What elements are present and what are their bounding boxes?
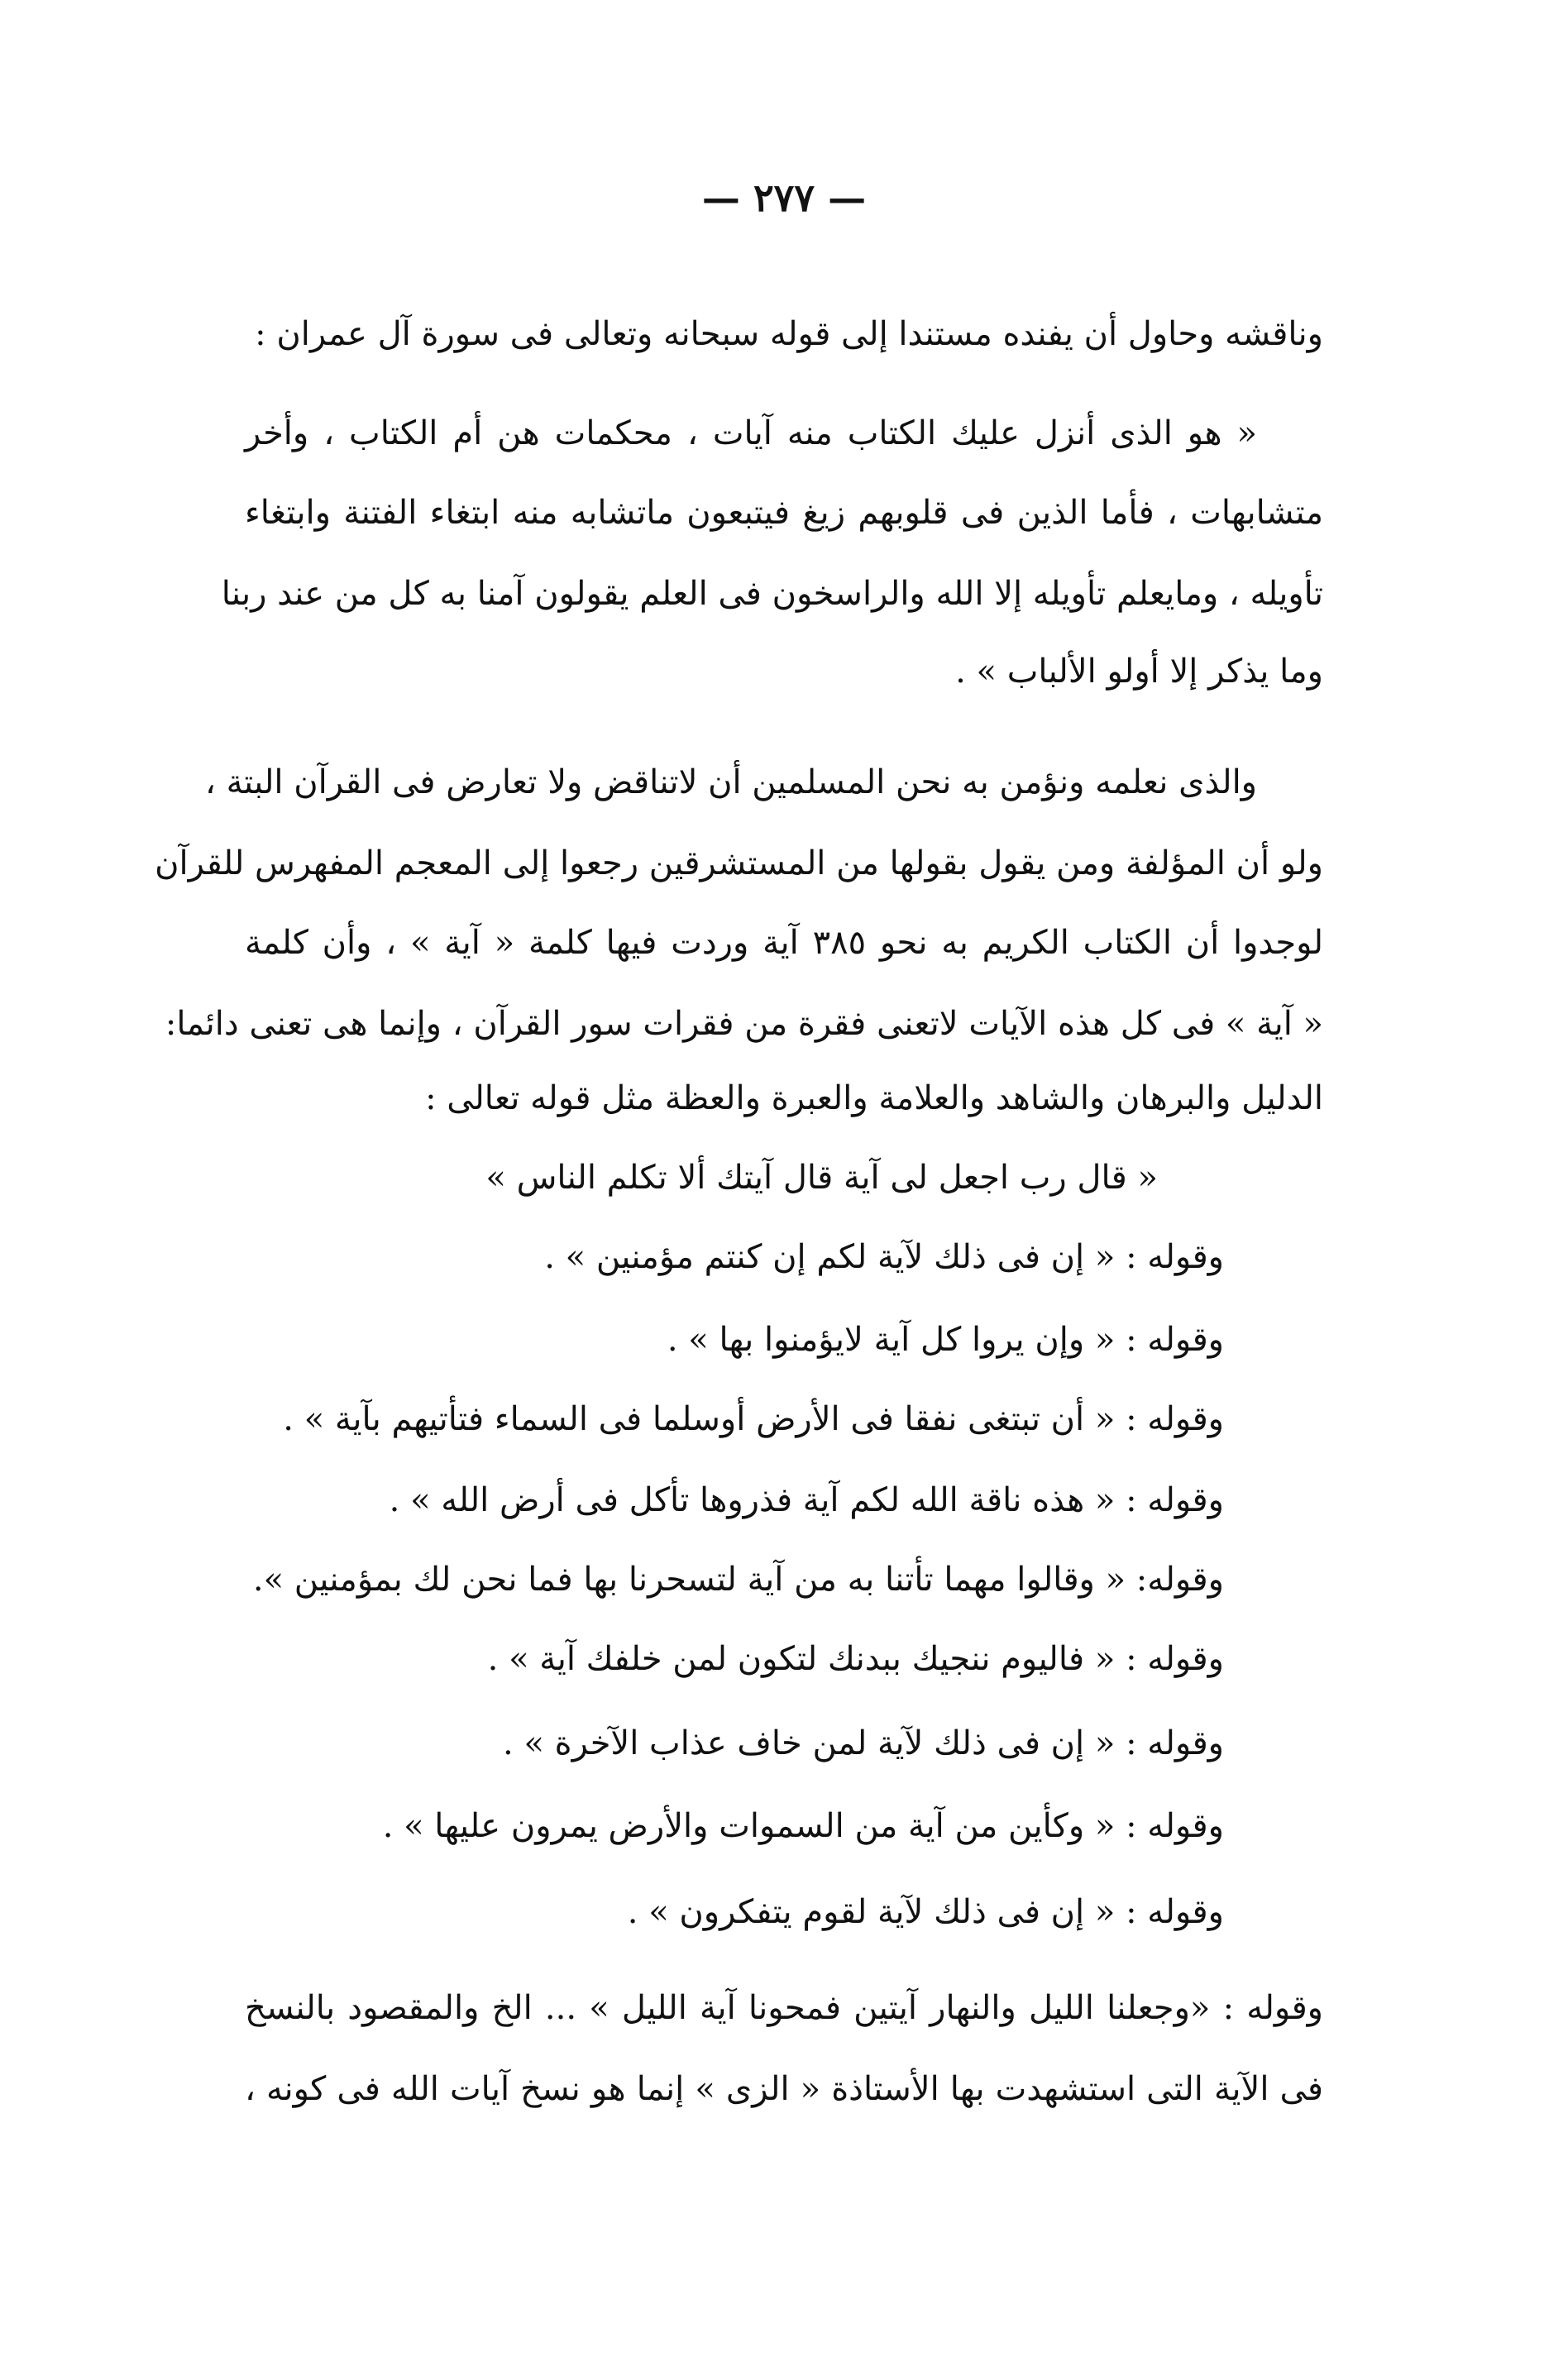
verse-6: وقوله: « وقالوا مهما تأتنا به من آية لتسحرنا بها فما نحن لك بمؤمنين ».: [252, 1561, 1224, 1599]
paragraph-2-line-1: والذى نعلمه ونؤمن به نحن المسلمين أن لاتناقض ولا تعارض فى القرآن البتة ،: [204, 763, 1257, 801]
paragraph-2-line-2: ولو أن المؤلفة ومن يقول بقولها من المستشرقين رجعوا إلى المعجم المفهرس للقرآن: [155, 844, 1323, 882]
verse-4: وقوله : « أن تبتغى نفقا فى الأرض أوسلما فى السماء فتأتيهم بآية » .: [283, 1400, 1224, 1438]
verse-10: وقوله : « إن فى ذلك لآية لقوم يتفكرون » .: [627, 1893, 1224, 1931]
paragraph-2-line-3: لوجدوا أن الكتاب الكريم به نحو ٣٨٥ آية وردت فيها كلمة « آية » ، وأن كلمة: [245, 924, 1323, 962]
paragraph-1-line-1: وناقشه وحاول أن يفنده مستندا إلى قوله سبحانه وتعالى فى سورة آل عمران :: [255, 315, 1323, 353]
verse-1: « قال رب اجعل لى آية قال آيتك ألا تكلم الناس »: [485, 1159, 1158, 1197]
quote-1-line-2: متشابهات ، فأما الذين فى قلوبهم زيغ فيتبعون ماتشابه منه ابتغاء الفتنة وابتغاء: [245, 494, 1323, 532]
page-number: — ٢٧٧ —: [701, 175, 867, 220]
quote-1-line-4: وما يذكر إلا أولو الألباب » .: [955, 653, 1323, 691]
verse-3: وقوله : « وإن يروا كل آية لايؤمنوا بها » .: [667, 1321, 1224, 1359]
verse-7: وقوله : « فاليوم ننجيك ببدنك لتكون لمن خلفك آية » .: [487, 1640, 1224, 1678]
paragraph-3-line-1: وقوله : «وجعلنا الليل والنهار آيتين فمحونا آية الليل » ... الخ والمقصود بالنسخ: [245, 1989, 1324, 2027]
verse-8: وقوله : « إن فى ذلك لآية لمن خاف عذاب الآخرة » .: [503, 1724, 1224, 1762]
quote-1-line-1: « هو الذى أنزل عليك الكتاب منه آيات ، محكمات هن أم الكتاب ، وأخر: [245, 414, 1257, 452]
paragraph-2-line-4: « آية » فى كل هذه الآيات لاتعنى فقرة من فقرات سور القرآن ، وإنما هى تعنى دائما:: [165, 1005, 1323, 1043]
paragraph-3-line-2: فى الآية التى استشهدت بها الأستاذة « الزى » إنما هو نسخ آيات الله فى كونه ،: [245, 2070, 1323, 2108]
verse-2: وقوله : « إن فى ذلك لآية لكم إن كنتم مؤمنين » .: [544, 1238, 1224, 1276]
verse-9: وقوله : « وكأين من آية من السموات والأرض يمرون عليها » .: [382, 1807, 1224, 1845]
verse-5: وقوله : « هذه ناقة الله لكم آية فذروها تأكل فى أرض الله » .: [389, 1481, 1224, 1519]
quote-1-line-3: تأويله ، ومايعلم تأويله إلا الله والراسخون فى العلم يقولون آمنا به كل من عند ربنا: [221, 575, 1323, 613]
paragraph-2-line-5: الدليل والبرهان والشاهد والعلامة والعبرة والعظة مثل قوله تعالى :: [425, 1079, 1323, 1117]
